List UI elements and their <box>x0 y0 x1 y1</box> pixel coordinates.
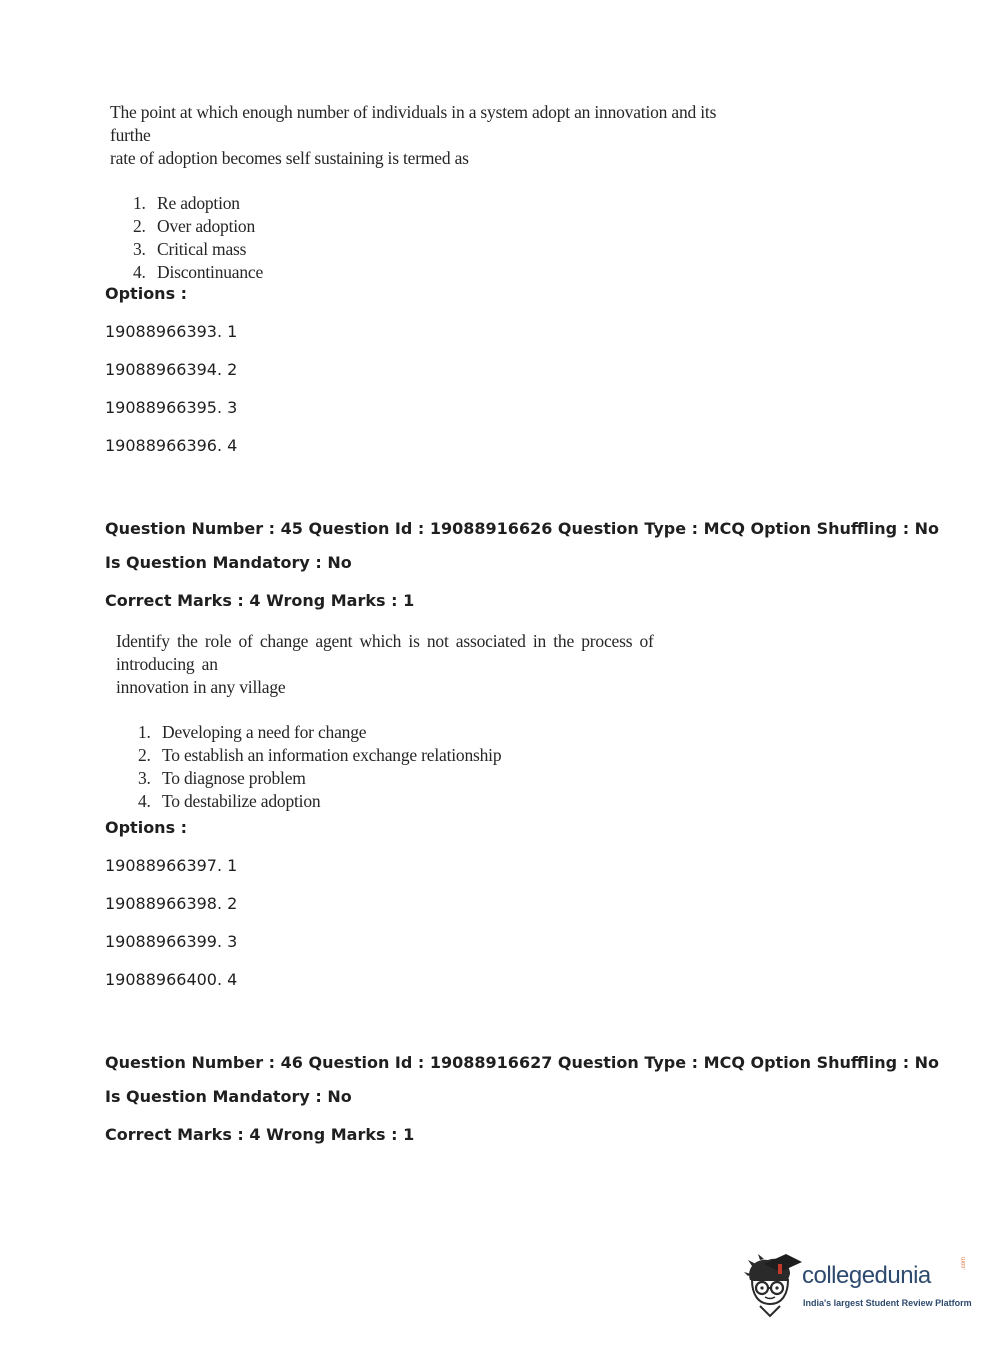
question-stem-line: The point at which enough number of individuals in a system adopt an innovation and its furthe <box>110 102 717 145</box>
option-item: 19088966398. 2 <box>105 894 238 913</box>
option-item: 19088966399. 3 <box>105 932 238 951</box>
question-mandatory: Is Question Mandatory : No <box>105 553 352 572</box>
choice-item: 1. Re adoption <box>133 193 240 213</box>
question-mandatory: Is Question Mandatory : No <box>105 1087 352 1106</box>
option-item: 19088966394. 2 <box>105 360 238 379</box>
question-stem-line: innovation in any village <box>116 677 286 697</box>
option-item: 19088966397. 1 <box>105 856 238 875</box>
question-44-image <box>110 101 750 284</box>
logo-domain-suffix: .com <box>961 1256 967 1270</box>
option-item: 19088966400. 4 <box>105 970 238 989</box>
question-header: Question Number : 45 Question Id : 19088916626 Question Type : MCQ Option Shuffling : No <box>105 519 940 538</box>
choice-item: 2. To establish an information exchange relationship <box>138 745 502 765</box>
logo-tagline: India's largest Student Review Platform <box>803 1298 972 1308</box>
choice-item: 4. Discontinuance <box>133 262 264 282</box>
question-marks: Correct Marks : 4 Wrong Marks : 1 <box>105 1125 415 1144</box>
question-marks: Correct Marks : 4 Wrong Marks : 1 <box>105 591 415 610</box>
logo-wordmark: collegedunia <box>802 1262 931 1289</box>
options-label: Options : <box>105 818 188 837</box>
choice-item: 1. Developing a need for change <box>138 722 367 742</box>
question-stem-line: rate of adoption becomes self sustaining is termed as <box>110 148 469 168</box>
choice-list <box>133 192 750 284</box>
option-item: 19088966393. 1 <box>105 322 238 341</box>
mascot-graduate-icon <box>742 1250 802 1320</box>
choice-list <box>138 721 726 813</box>
choice-item: 4. To destabilize adoption <box>138 791 321 811</box>
option-item: 19088966395. 3 <box>105 398 238 417</box>
choice-item: 3. Critical mass <box>133 239 247 259</box>
options-label: Options : <box>105 284 188 303</box>
question-stem-line: Identify the role of change agent which is not associated in the process of introducing an <box>116 631 654 674</box>
choice-item: 2. Over adoption <box>133 216 255 236</box>
question-45-image <box>116 630 726 813</box>
choice-item: 3. To diagnose problem <box>138 768 306 788</box>
collegedunia-logo[interactable] <box>742 1250 972 1320</box>
question-header: Question Number : 46 Question Id : 19088916627 Question Type : MCQ Option Shuffling : No <box>105 1053 940 1072</box>
option-item: 19088966396. 4 <box>105 436 238 455</box>
